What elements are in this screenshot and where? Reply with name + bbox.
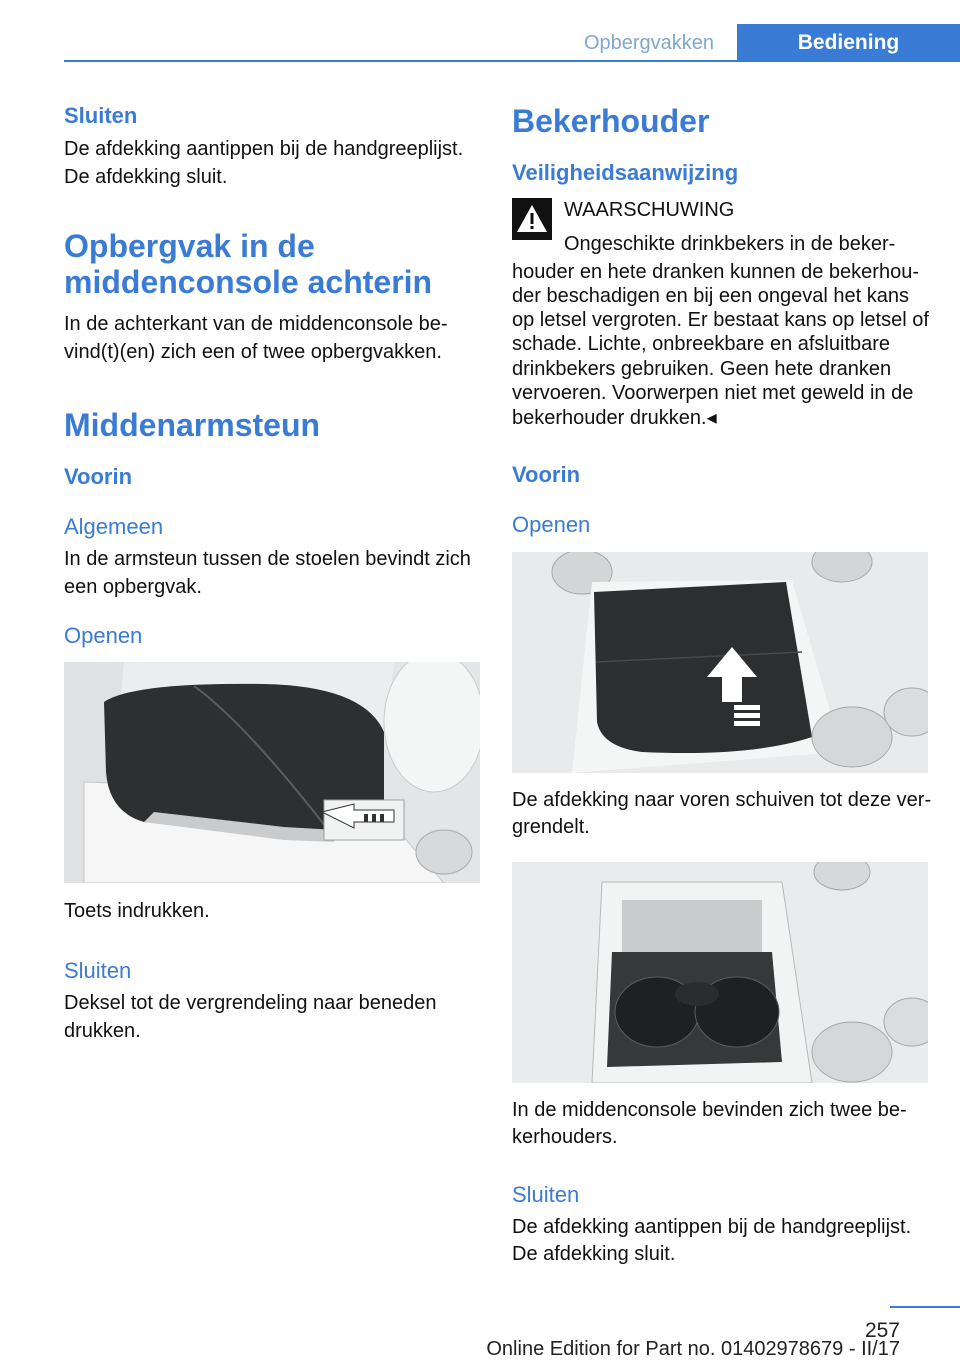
sluiten-text-line: De afdekking aantippen bij de handgreeplijst. [64,138,464,160]
page-number: 257 [864,1319,900,1342]
afdekking-text-line: De afdekking naar voren schuiven tot deze ver- [512,789,932,811]
footer-rule [890,1306,960,1308]
header-section-title: Opbergvakken [583,32,715,54]
toets-text: Toets indrukken. [64,900,210,922]
edition-footer: Online Edition for Part no. 01402978679 - II/17 [486,1338,900,1360]
cupholders-figure [512,862,928,1083]
openen-heading-right: Openen [512,512,591,537]
armrest-figure [64,662,480,883]
header-chapter-tab[interactable]: Bediening [737,24,960,62]
cupholders-illustration [512,862,928,1083]
cupholder-cover-illustration [512,552,928,773]
warning-text-line: drinkbekers gebruiken. Geen hete dranken [512,358,892,380]
header-rule [64,60,960,62]
warning-icon [512,198,552,240]
middenarmsteun-title: Middenarmsteun [64,407,321,443]
sluiten2-text-line: Deksel tot de vergrendeling naar beneden [64,992,437,1014]
voorin-heading-right: Voorin [512,462,581,487]
warning-text-line: houder en hete dranken kunnen de bekerhou- [512,261,919,283]
warning-label: WAARSCHUWING [564,199,735,221]
algemeen-text-line: een opbergvak. [64,576,202,598]
sluiten-heading: Sluiten [64,103,138,128]
openen-heading: Openen [64,623,143,648]
sluiten2-text-line: drukken. [64,1020,141,1042]
warning-text-line: op letsel vergroten. Er bestaat kans op letsel of [512,309,929,331]
sluiten2-heading: Sluiten [64,958,132,983]
sluiten-text-line-right: De afdekking sluit. [512,1243,676,1265]
algemeen-text-line: In de armsteun tussen de stoelen bevindt zich [64,548,471,570]
warning-text-line: der beschadigen en bij een ongeval het kans [512,285,909,307]
opbergvak-text-line: vind(t)(en) zich een of twee opbergvakken. [64,341,442,363]
opbergvak-text-line: In de achterkant van de middenconsole be- [64,313,448,335]
warning-text-line: Ongeschikte drinkbekers in de beker- [564,233,896,255]
bekerhouder-title: Bekerhouder [512,103,710,139]
warning-text-line: vervoeren. Voorwerpen niet met geweld in de [512,382,914,404]
warning-text-line: schade. Lichte, onbreekbare en afsluitbare [512,333,891,355]
sluiten-text-line: De afdekking sluit. [64,166,228,188]
veiligheid-heading: Veiligheidsaanwijzing [512,160,739,185]
armrest-illustration [64,662,480,883]
afdekking-text-line: grendelt. [512,816,590,838]
opbergvak-title: Opbergvak in de [64,228,315,264]
voorin-heading: Voorin [64,464,133,489]
algemeen-heading: Algemeen [64,514,164,539]
bekerhouders-text-line: kerhouders. [512,1126,618,1148]
sluiten-heading-right: Sluiten [512,1182,580,1207]
sluiten-text-line-right: De afdekking aantippen bij de handgreeplijst. [512,1216,912,1238]
warning-text-line: bekerhouder drukken.◂ [512,407,717,429]
bekerhouders-text-line: In de middenconsole bevinden zich twee be- [512,1099,907,1121]
cupholder-cover-figure [512,552,928,773]
opbergvak-title: middenconsole achterin [64,264,433,300]
